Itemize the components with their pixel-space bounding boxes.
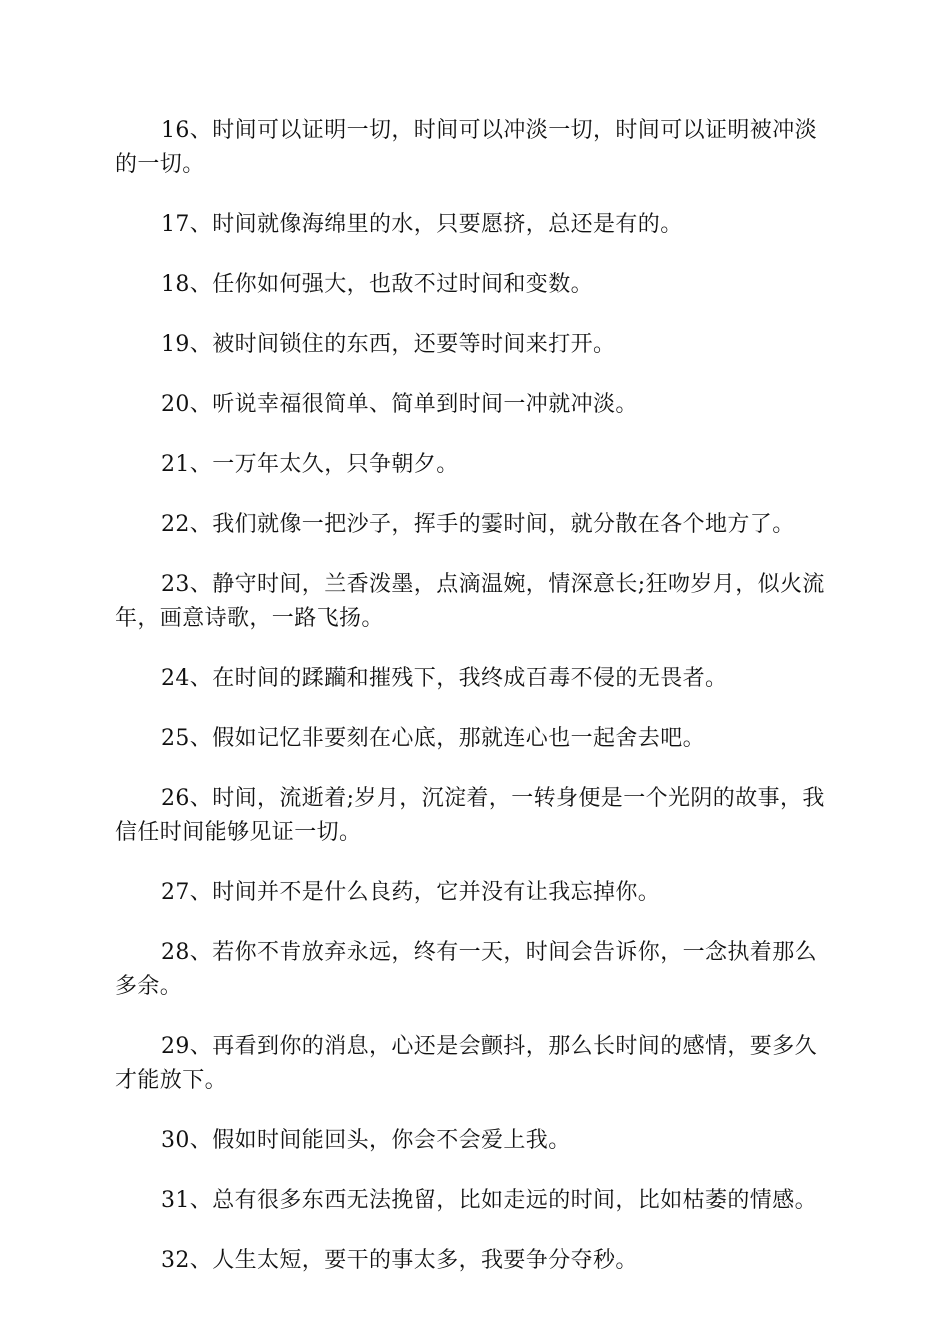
- paragraph-24: 24、在时间的蹂躏和摧残下，我终成百毒不侵的无畏者。: [161, 666, 728, 691]
- paragraph-28: 28、若你不肯放弃永远，终有一天，时间会告诉你，一念执着那么多余。: [115, 940, 817, 999]
- paragraph-32: 32、人生太短，要干的事太多，我要争分夺秒。: [161, 1248, 638, 1273]
- paragraph-19: 19、被时间锁住的东西，还要等时间来打开。: [161, 332, 616, 357]
- paragraph-21: 21、一万年太久，只争朝夕。: [161, 452, 459, 477]
- paragraph-20: 20、听说幸福很简单、简单到时间一冲就冲淡。: [161, 392, 638, 417]
- paragraph-26: 26、时间，流逝着;岁月，沉淀着，一转身便是一个光阴的故事，我信任时间能够见证一切。: [115, 786, 825, 845]
- paragraph-16: 16、时间可以证明一切，时间可以冲淡一切，时间可以证明被冲淡的一切。: [115, 118, 817, 177]
- paragraph-17: 17、时间就像海绵里的水，只要愿挤，总还是有的。: [161, 212, 683, 237]
- paragraph-27: 27、时间并不是什么良药，它并没有让我忘掉你。: [161, 880, 661, 905]
- document-body: [115, 114, 835, 1304]
- paragraph-31: 31、总有很多东西无法挽留，比如走远的时间，比如枯萎的情感。: [161, 1188, 817, 1213]
- paragraph-30: 30、假如时间能回头，你会不会爱上我。: [161, 1128, 571, 1153]
- paragraph-29: 29、再看到你的消息，心还是会颤抖，那么长时间的感情，要多久才能放下。: [115, 1034, 817, 1093]
- paragraph-18: 18、任你如何强大，也敌不过时间和变数。: [161, 272, 593, 297]
- paragraph-23: 23、静守时间，兰香泼墨，点滴温婉，情深意长;狂吻岁月，似火流年，画意诗歌，一路飞扬。: [115, 572, 825, 631]
- paragraph-25: 25、假如记忆非要刻在心底，那就连心也一起舍去吧。: [161, 726, 705, 751]
- paragraph-22: 22、我们就像一把沙子，挥手的霎时间，就分散在各个地方了。: [161, 512, 795, 537]
